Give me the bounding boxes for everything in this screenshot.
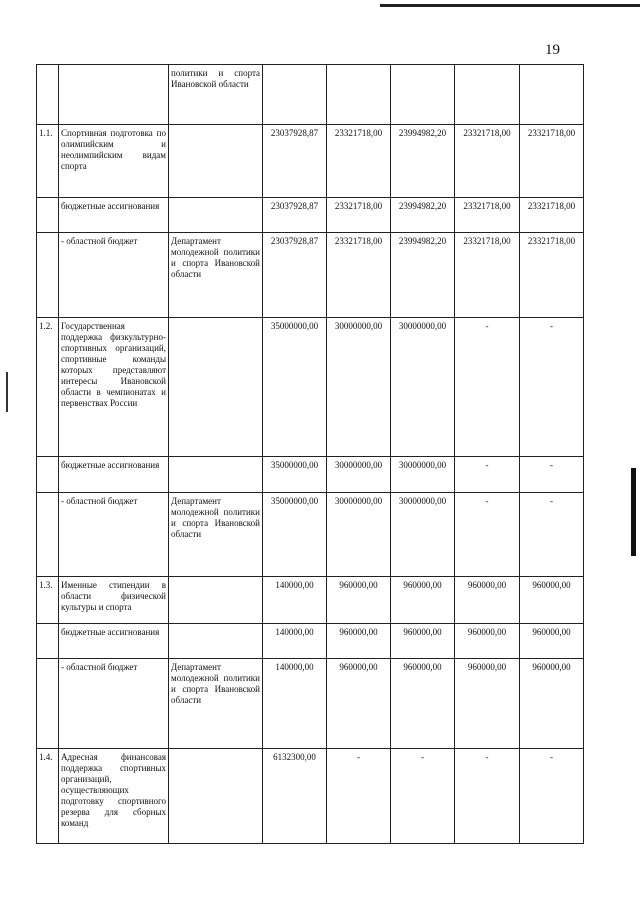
amount-cell: 960000,00 xyxy=(327,577,391,624)
table-row xyxy=(37,659,584,749)
table-row xyxy=(37,577,584,624)
amount-cell: 23321718,00 xyxy=(520,233,584,318)
table-row xyxy=(37,198,584,233)
amount-cell: 23037928,87 xyxy=(263,198,327,233)
activity-name-cell: Государственная поддержка физкультурно-спортивных организаций, спортивные команды которых представляют интересы Ивановской области в чемпионатах и первенствах России xyxy=(59,318,169,457)
budget-table xyxy=(36,64,584,844)
amount-cell: 960000,00 xyxy=(391,659,455,749)
executor-cell: Департамент молодежной политики и спорта Ивановской области xyxy=(169,233,263,318)
amount-cell xyxy=(455,65,520,125)
amount-cell: - xyxy=(455,749,520,844)
amount-cell: 960000,00 xyxy=(327,624,391,659)
amount-cell: 23994982,20 xyxy=(391,198,455,233)
row-number-cell: 1.1. xyxy=(37,125,59,198)
table-row xyxy=(37,749,584,844)
amount-cell: 960000,00 xyxy=(455,659,520,749)
activity-name-cell: бюджетные ассигнования xyxy=(59,457,169,493)
amount-cell: - xyxy=(520,493,584,577)
amount-cell: 140000,00 xyxy=(263,577,327,624)
amount-cell: 960000,00 xyxy=(520,659,584,749)
amount-cell: 6132300,00 xyxy=(263,749,327,844)
table-row xyxy=(37,318,584,457)
amount-cell: 23321718,00 xyxy=(327,125,391,198)
amount-cell: 35000000,00 xyxy=(263,493,327,577)
amount-cell: 960000,00 xyxy=(327,659,391,749)
amount-cell: 23321718,00 xyxy=(327,198,391,233)
amount-cell: 30000000,00 xyxy=(327,493,391,577)
amount-cell: 23321718,00 xyxy=(520,198,584,233)
activity-name-cell: бюджетные ассигнования xyxy=(59,624,169,659)
executor-cell xyxy=(169,577,263,624)
activity-name-cell: бюджетные ассигнования xyxy=(59,198,169,233)
activity-name-cell: - областной бюджет xyxy=(59,659,169,749)
amount-cell: - xyxy=(455,493,520,577)
amount-cell: - xyxy=(391,749,455,844)
row-number-cell xyxy=(37,659,59,749)
amount-cell xyxy=(391,65,455,125)
amount-cell: 30000000,00 xyxy=(391,318,455,457)
amount-cell: 23994982,20 xyxy=(391,233,455,318)
amount-cell: - xyxy=(520,457,584,493)
amount-cell: - xyxy=(455,457,520,493)
amount-cell: 23321718,00 xyxy=(455,125,520,198)
page-number: 19 xyxy=(545,42,560,58)
table-row xyxy=(37,457,584,493)
row-number-cell: 1.3. xyxy=(37,577,59,624)
amount-cell: - xyxy=(520,318,584,457)
amount-cell: 23321718,00 xyxy=(455,198,520,233)
amount-cell: 23994982,20 xyxy=(391,125,455,198)
amount-cell: 23321718,00 xyxy=(455,233,520,318)
executor-cell: политики и спорта Ивановской области xyxy=(169,65,263,125)
amount-cell: 30000000,00 xyxy=(327,457,391,493)
amount-cell: 960000,00 xyxy=(520,577,584,624)
executor-cell xyxy=(169,125,263,198)
row-number-cell: 1.2. xyxy=(37,318,59,457)
amount-cell: 30000000,00 xyxy=(391,493,455,577)
table-row xyxy=(37,493,584,577)
amount-cell: - xyxy=(327,749,391,844)
row-number-cell xyxy=(37,624,59,659)
amount-cell: 960000,00 xyxy=(520,624,584,659)
scan-edge-line xyxy=(380,4,640,7)
executor-cell xyxy=(169,318,263,457)
executor-cell xyxy=(169,457,263,493)
amount-cell: 30000000,00 xyxy=(391,457,455,493)
activity-name-cell xyxy=(59,65,169,125)
amount-cell: 23037928,87 xyxy=(263,233,327,318)
amount-cell: - xyxy=(455,318,520,457)
amount-cell: 35000000,00 xyxy=(263,318,327,457)
executor-cell: Департамент молодежной политики и спорта Ивановской области xyxy=(169,493,263,577)
amount-cell: 23037928,87 xyxy=(263,125,327,198)
scan-artifact-right xyxy=(631,468,636,556)
amount-cell xyxy=(263,65,327,125)
amount-cell: 23321718,00 xyxy=(327,233,391,318)
executor-cell: Департамент молодежной политики и спорта Ивановской области xyxy=(169,659,263,749)
table-row xyxy=(37,233,584,318)
table-row xyxy=(37,125,584,198)
activity-name-cell: - областной бюджет xyxy=(59,233,169,318)
row-number-cell xyxy=(37,198,59,233)
amount-cell: 140000,00 xyxy=(263,624,327,659)
activity-name-cell: - областной бюджет xyxy=(59,493,169,577)
amount-cell: 960000,00 xyxy=(391,624,455,659)
row-number-cell xyxy=(37,493,59,577)
amount-cell xyxy=(327,65,391,125)
amount-cell: 960000,00 xyxy=(455,624,520,659)
amount-cell: 960000,00 xyxy=(455,577,520,624)
activity-name-cell: Спортивная подготовка по олимпийским и неолимпийским видам спорта xyxy=(59,125,169,198)
scan-artifact-left xyxy=(6,372,8,412)
executor-cell xyxy=(169,749,263,844)
amount-cell xyxy=(520,65,584,125)
activity-name-cell: Именные стипендии в области физической культуры и спорта xyxy=(59,577,169,624)
row-number-cell: 1.4. xyxy=(37,749,59,844)
executor-cell xyxy=(169,624,263,659)
executor-cell xyxy=(169,198,263,233)
amount-cell: - xyxy=(520,749,584,844)
amount-cell: 23321718,00 xyxy=(520,125,584,198)
row-number-cell xyxy=(37,65,59,125)
amount-cell: 960000,00 xyxy=(391,577,455,624)
amount-cell: 35000000,00 xyxy=(263,457,327,493)
row-number-cell xyxy=(37,233,59,318)
table-row xyxy=(37,624,584,659)
row-number-cell xyxy=(37,457,59,493)
amount-cell: 140000,00 xyxy=(263,659,327,749)
activity-name-cell: Адресная финансовая поддержка спортивных организаций, осуществляющих подготовку спортивного резерва для сборных команд xyxy=(59,749,169,844)
table-row xyxy=(37,65,584,125)
amount-cell: 30000000,00 xyxy=(327,318,391,457)
